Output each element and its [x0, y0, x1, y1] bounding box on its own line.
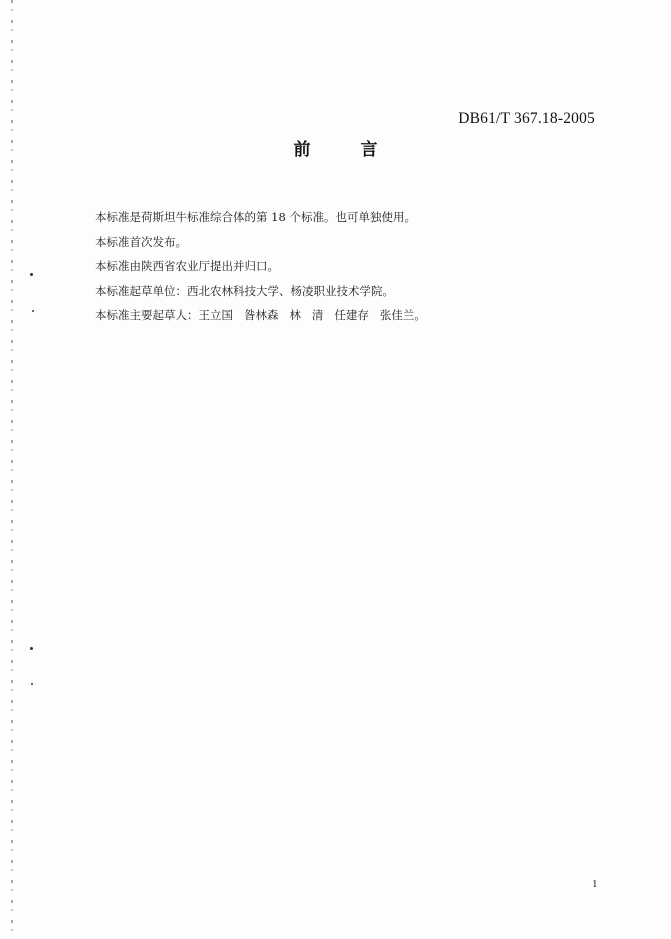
section-title: 前 言 [293, 140, 400, 160]
foreword-line: 本标准是荷斯坦牛标准综合体的第 18 个标准。也可单独使用。 [95, 210, 416, 224]
scan-speck [31, 683, 33, 685]
page-number: 1 [592, 878, 598, 890]
scan-speck [30, 647, 33, 650]
scan-speck [32, 310, 34, 312]
standard-code: DB61/T 367.18-2005 [458, 110, 595, 127]
foreword-line: 本标准由陕西省农业厅提出并归口。 [95, 259, 279, 273]
foreword-line: 本标准主要起草人：王立国 昝林森 林 清 任建存 张佳兰。 [95, 308, 426, 322]
foreword-body [95, 207, 595, 330]
scan-speck [30, 273, 33, 276]
foreword-line: 本标准首次发布。 [95, 234, 187, 249]
foreword-line: 本标准起草单位：西北农林科技大学、杨凌职业技术学院。 [95, 283, 394, 298]
